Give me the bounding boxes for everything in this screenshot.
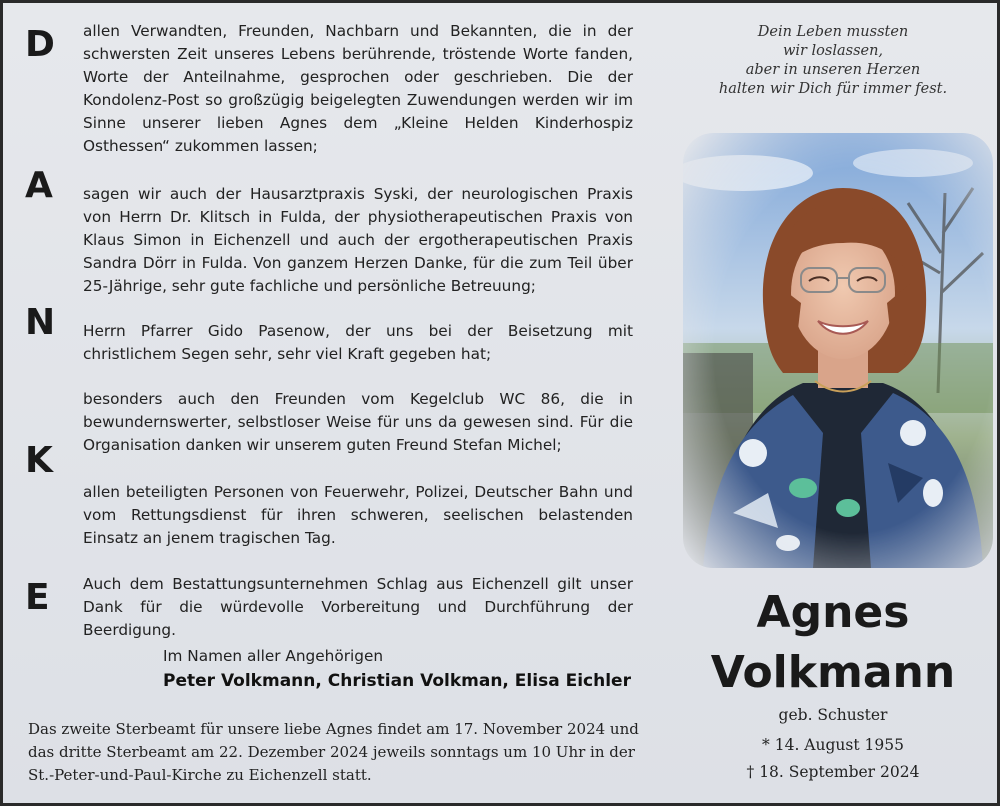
- death-date: † 18. September 2024: [746, 763, 920, 781]
- thanks-paragraph-priest: Herrn Pfarrer Gido Pasenow, der uns bei der Beisetzung mit christlichem Segen sehr, sehr viel Kraft gegeben hat;: [83, 322, 633, 363]
- obituary-card: [3, 3, 997, 803]
- portrait-illustration: [683, 133, 993, 568]
- quote-line: aber in unseren Herzen: [745, 62, 921, 78]
- thanks-paragraph-funeral-home: Auch dem Bestattungsunternehmen Schlag aus Eichenzell gilt unser Dank für die würdevolle Vorbereitung und Durchführung der Beerdigung.: [83, 575, 633, 639]
- danke-letter-a: A: [25, 165, 53, 206]
- danke-letter-d: D: [25, 24, 55, 65]
- birth-date: * 14. August 1955: [762, 736, 904, 754]
- deceased-first-name: Agnes: [756, 587, 910, 638]
- signature-intro: Im Namen aller Angehörigen: [163, 647, 384, 665]
- danke-letter-e: E: [25, 577, 50, 618]
- deceased-last-name: Volkmann: [710, 647, 956, 698]
- danke-letter-k: K: [25, 440, 53, 481]
- memorial-service-note: Das zweite Sterbeamt für unsere liebe Agnes findet am 17. November 2024 und das dritte Sterbeamt am 22. Dezember 2024 jeweils sonntags um 10 Uhr in der St.-Peter-und-Paul-Kirche zu Eichenzell statt.: [28, 720, 639, 784]
- signature-names: Peter Volkmann, Christian Volkman, Elisa Eichler: [163, 671, 631, 691]
- thanks-paragraph-kegelclub: besonders auch den Freunden vom Kegelclub WC 86, die in bewundernswerter, selbstloser Weise für uns da gewesen sind. Für die Organisation danken wir unserem guten Freund Stefan Michel;: [83, 390, 633, 454]
- memorial-quote: [683, 23, 983, 99]
- portrait-photo: [683, 133, 993, 568]
- quote-line: halten wir Dich für immer fest.: [718, 81, 948, 97]
- quote-line: wir loslassen,: [782, 43, 884, 59]
- danke-letter-n: N: [25, 302, 56, 343]
- thanks-paragraph-rescue: allen beteiligten Personen von Feuerwehr, Polizei, Deutscher Bahn und vom Rettungsdienst für ihren schweren, seelischen belastenden Einsatz an jenem tragischen Tag.: [83, 483, 633, 547]
- thanks-paragraph-relatives: allen Verwandten, Freunden, Nachbarn und Bekannten, die in der schwersten Zeit unseres Lebens berührende, tröstende Worte fanden, Worte der Anteilnahme, gesprochen oder geschrieben. Die der Kondolenz-Post so großzügig beigelegten Zuwendungen werden wir im Sinne unserer lieben Agnes dem „Kleine Helden Kinderhospiz Osthessen“ zukommen lassen;: [83, 22, 633, 155]
- thanks-paragraph-medical: sagen wir auch der Hausarztpraxis Syski, der neurologischen Praxis von Herrn Dr. Klitsch in Fulda, der physiotherapeutischen Praxis von Klaus Simon in Eichenzell und auch der ergotherapeutischen Praxis Sandra Dörr in Fulda. Von ganzem Herzen Danke, für die zum Teil über 25-Jährige, sehr gute fachliche und persönliche Betreuung;: [83, 185, 633, 295]
- quote-line: Dein Leben mussten: [757, 24, 909, 40]
- maiden-name: geb. Schuster: [778, 706, 888, 724]
